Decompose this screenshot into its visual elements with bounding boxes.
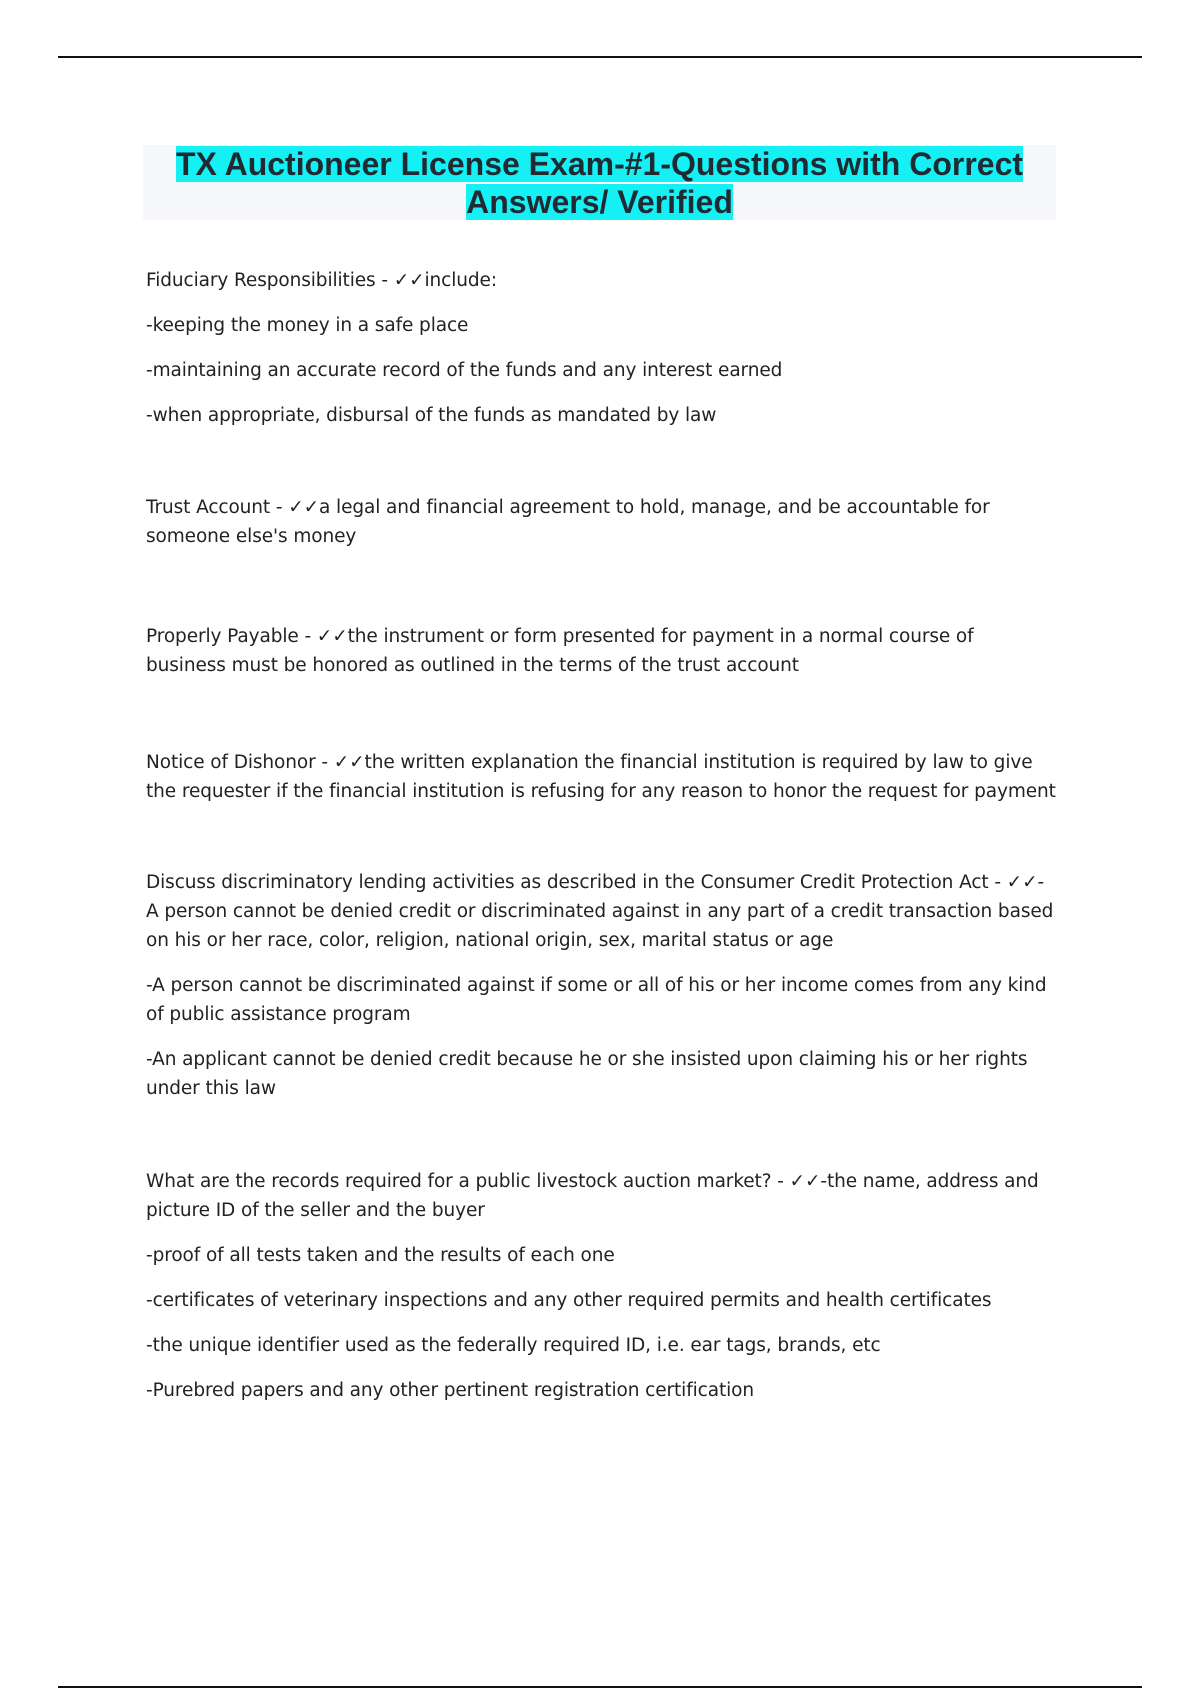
entry-discriminatory-lending [146, 868, 1056, 1103]
entry-line: -the unique identifier used as the federally required ID, i.e. ear tags, brands, etc [146, 1335, 881, 1356]
entry-notice-of-dishonor [146, 748, 1056, 806]
entry-properly-payable [146, 622, 1056, 680]
entry-line: -An applicant cannot be denied credit because he or she insisted upon claiming his or her rights under this law [146, 1049, 1028, 1099]
entry-line: -A person cannot be discriminated against if some or all of his or her income comes from any kind of public assistance program [146, 975, 1047, 1025]
entry-livestock-auction-records [146, 1167, 1056, 1405]
entry-line: -proof of all tests taken and the results of each one [146, 1245, 615, 1266]
document-body [146, 266, 1056, 1421]
entry-line: -maintaining an accurate record of the funds and any interest earned [146, 360, 783, 381]
entry-line: Properly Payable - ✓✓the instrument or form presented for payment in a normal course of business must be honored as outlined in the terms of the trust account [146, 626, 974, 676]
bottom-rule [58, 1686, 1142, 1688]
top-rule [58, 56, 1142, 58]
entry-fiduciary-responsibilities [146, 266, 1056, 430]
entry-line: -when appropriate, disbursal of the funds as mandated by law [146, 405, 717, 426]
entry-line: -certificates of veterinary inspections and any other required permits and health certificates [146, 1290, 992, 1311]
document-title: TX Auctioneer License Exam-#1-Questions with Correct Answers/ Verified [175, 146, 1024, 220]
entry-line: Trust Account - ✓✓a legal and financial agreement to hold, manage, and be accountable for someone else's money [146, 497, 990, 547]
entry-line: Fiduciary Responsibilities - ✓✓include: [146, 270, 497, 291]
entry-line: What are the records required for a public livestock auction market? - ✓✓-the name, address and picture ID of the seller and the buyer [146, 1171, 1039, 1221]
entry-line: -Purebred papers and any other pertinent registration certification [146, 1380, 754, 1401]
title-banner [143, 145, 1056, 220]
entry-line: Notice of Dishonor - ✓✓the written explanation the financial institution is required by law to give the requester if the financial institution is refusing for any reason to honor the request for payment [146, 752, 1056, 802]
entry-line: -keeping the money in a safe place [146, 315, 469, 336]
entry-line: Discuss discriminatory lending activities as described in the Consumer Credit Protection Act - ✓✓-A person cannot be denied credit or discriminated against in any part of a credit transaction based on his or her race, color, religion, national origin, sex, marital status or age [146, 872, 1054, 951]
entry-trust-account [146, 493, 1056, 551]
